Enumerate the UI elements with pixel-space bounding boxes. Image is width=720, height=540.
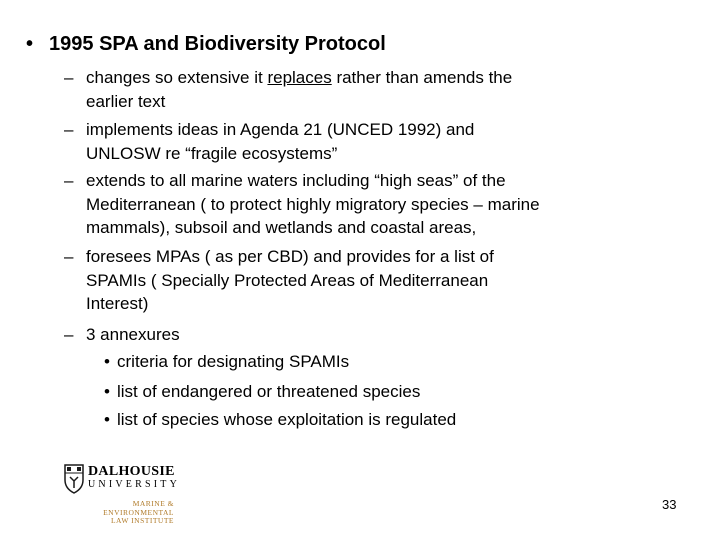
dash-marker: – <box>64 171 74 190</box>
dash-marker: – <box>64 325 74 344</box>
dash-marker: – <box>64 68 74 87</box>
item-line: Interest) <box>86 294 149 313</box>
item-line: 3 annexures <box>86 325 180 344</box>
bullet-marker: • <box>104 352 110 371</box>
sub-item-text: list of species whose exploitation is regulated <box>117 410 457 429</box>
item-line: Mediterranean ( to protect highly migratory species – marine <box>86 194 540 214</box>
dash-marker: – <box>64 120 74 139</box>
sub-item-text: list of endangered or threatened species <box>117 382 421 401</box>
sub-item-text: criteria for designating SPAMIs <box>117 352 350 371</box>
crest-icon <box>64 464 84 494</box>
item-line: implements ideas in Agenda 21 (UNCED 1992) and <box>86 120 475 139</box>
bullet-marker: • <box>104 410 110 429</box>
item-line: SPAMIs ( Specially Protected Areas of Mediterranean <box>86 270 489 290</box>
logo-name: DALHOUSIE <box>88 464 175 479</box>
dalhousie-logo <box>64 462 204 524</box>
underlined-word: replaces <box>267 68 332 87</box>
item-line: UNLOSW re “fragile ecosystems” <box>86 143 338 163</box>
item-line: changes so extensive it replaces rather than amends the <box>86 68 513 87</box>
title-bullet: • <box>26 33 34 55</box>
slide-title <box>26 33 386 56</box>
page-number: 33 <box>662 497 677 512</box>
bullet-marker: • <box>104 382 110 401</box>
item-line: foresees MPAs ( as per CBD) and provides for a list of <box>86 247 494 266</box>
item-line: mammals), subsoil and wetlands and coastal areas, <box>86 218 477 237</box>
logo-institute: MARINE & ENVIRONMENTAL LAW INSTITUTE <box>103 499 174 525</box>
item-line: earlier text <box>86 91 166 111</box>
logo-name-secondary: UNIVERSITY <box>88 479 180 490</box>
dash-marker: – <box>64 247 74 266</box>
item-line: extends to all marine waters including “high seas” of the <box>86 171 506 190</box>
title-text: 1995 SPA and Biodiversity Protocol <box>49 33 386 55</box>
